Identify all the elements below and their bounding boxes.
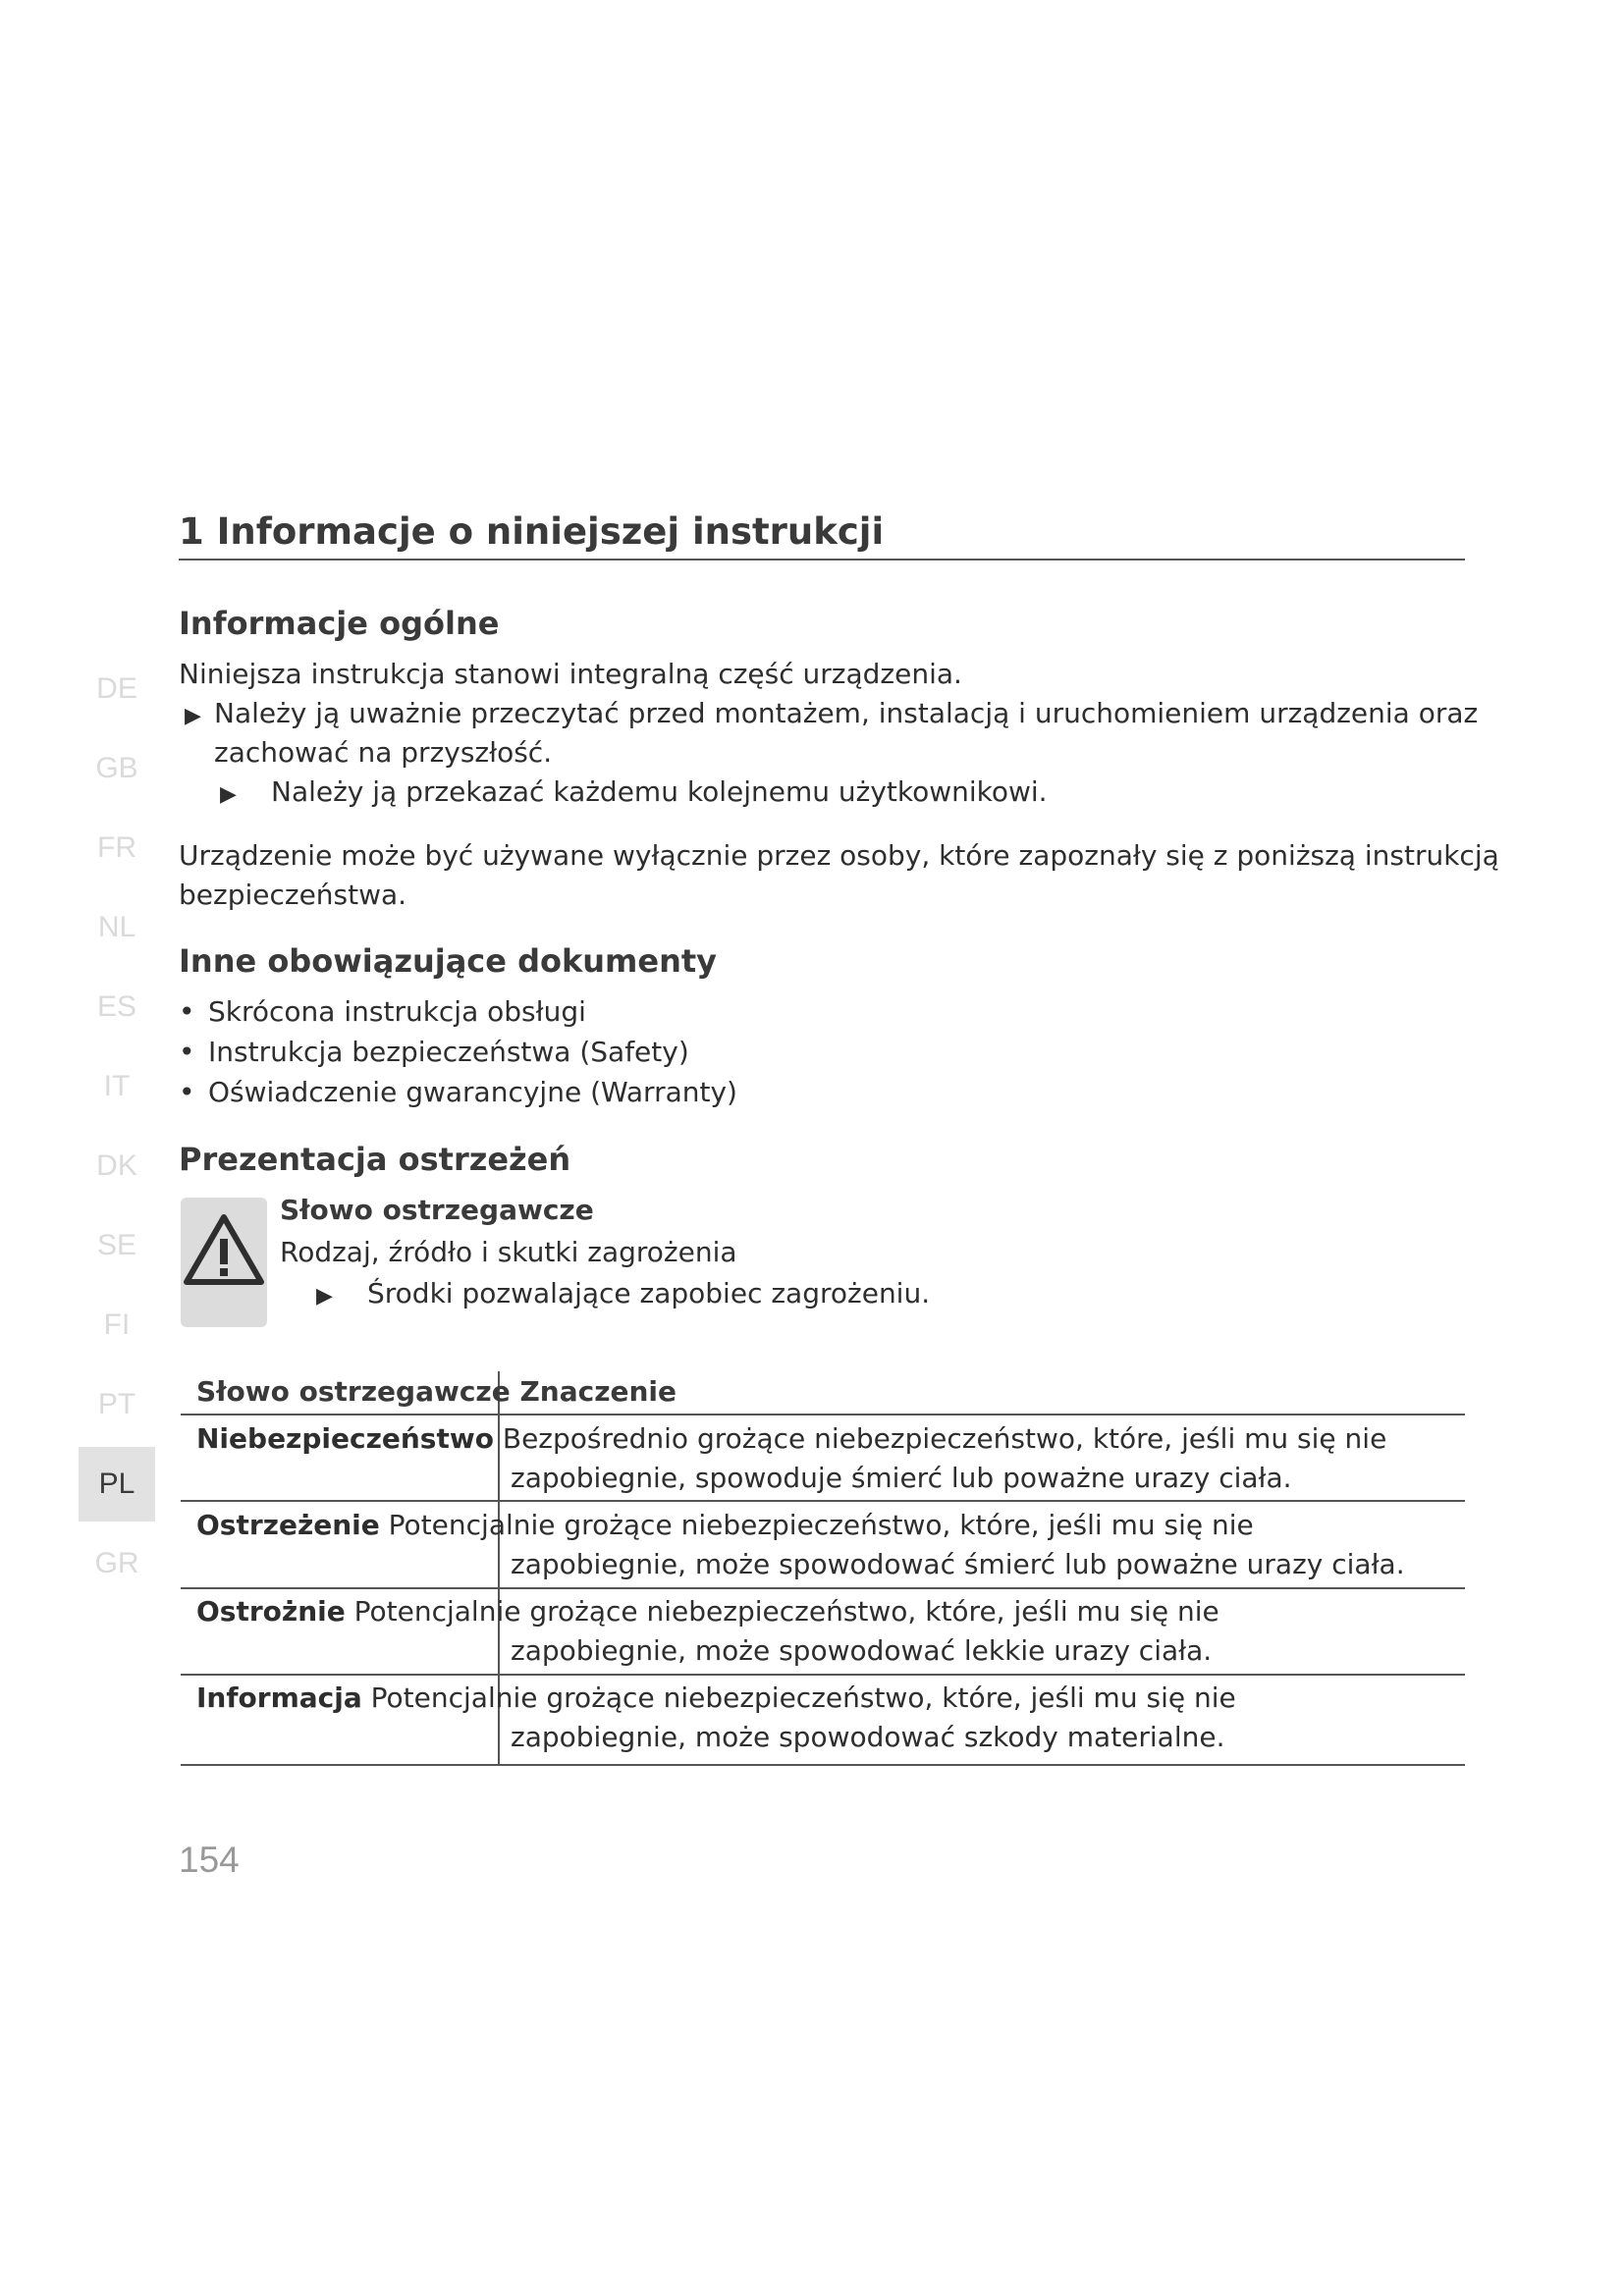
general-bullet-1-line1: Należy ją uważnie przeczytać przed montażem, instalacją i uruchomieniem urządzenia oraz (214, 697, 1479, 729)
table-header-col2: Znaczenie (519, 1375, 677, 1408)
table-text-line1: Bezpośrednio grożące niebezpieczeństwo, które, jeśli mu się nie (502, 1422, 1387, 1455)
bullet-icon: • (179, 995, 195, 1028)
table-header (196, 1372, 677, 1412)
general-bullet-2-text: Należy ją przekazać każdemu kolejnemu użytkownikowi. (271, 775, 1048, 808)
table-header-col1: Słowo ostrzegawcze (196, 1375, 511, 1408)
general-bullet-1 (185, 694, 1478, 736)
bullet-icon: • (179, 1076, 195, 1108)
table-term: Informacja (196, 1682, 362, 1714)
chapter-divider (179, 559, 1465, 561)
table-row-rule (181, 1674, 1465, 1676)
other-docs-item-text: Oświadczenie gwarancyjne (Warranty) (208, 1076, 737, 1108)
language-tab-nl[interactable]: NL (97, 911, 136, 943)
table-term: Ostrzeżenie (196, 1509, 380, 1541)
language-tab-gr[interactable]: GR (94, 1547, 139, 1579)
table-term: Niebezpieczeństwo (196, 1422, 494, 1455)
table-text-line1: Potencjalnie grożące niebezpieczeństwo, które, jeśli mu się nie (388, 1509, 1254, 1541)
table-row (196, 1419, 1386, 1459)
general-bullet-2 (220, 773, 1048, 815)
other-docs-item (179, 1033, 689, 1072)
language-tab-dk[interactable]: DK (96, 1149, 137, 1182)
other-docs-item-text: Instrukcja bezpieczeństwa (Safety) (208, 1036, 689, 1068)
bullet-icon: • (179, 1036, 195, 1068)
warning-icon-box (181, 1198, 267, 1327)
table-bottom-rule (181, 1764, 1465, 1766)
language-tab-es[interactable]: ES (96, 990, 137, 1023)
warnings-heading: Prezentacja ostrzeżeń (179, 1141, 571, 1178)
table-text-line2: zapobiegnie, spowoduje śmierć lub poważne urazy ciała. (511, 1462, 1292, 1494)
language-tab-se[interactable]: SE (96, 1229, 137, 1261)
general-bullet-1-line2: zachować na przyszłość. (214, 736, 553, 769)
table-text-line2: zapobiegnie, może spowodować lekkie urazy ciała. (511, 1634, 1213, 1667)
other-docs-item (179, 992, 586, 1032)
arrow-right-icon: ▶ (185, 704, 201, 728)
other-docs-item (179, 1073, 737, 1112)
language-tab-it[interactable]: IT (103, 1070, 131, 1102)
arrow-right-icon: ▶ (220, 782, 237, 807)
table-text-line1: Potencjalnie grożące niebezpieczeństwo, które, jeśli mu się nie (353, 1595, 1219, 1628)
language-tab-de[interactable]: DE (96, 672, 137, 705)
usage-text-line1: Urządzenie może być używane wyłącznie przez osoby, które zapoznały się z poniższą instrukcją (179, 839, 1499, 872)
chapter-title: 1 Informacje o niniejszej instrukcji (179, 510, 885, 553)
hazard-measure (316, 1274, 930, 1316)
hazard-measure-text: Środki pozwalające zapobiec zagrożeniu. (367, 1277, 931, 1309)
table-text-line2: zapobiegnie, może spowodować szkody materialne. (511, 1721, 1225, 1753)
table-text-line2: zapobiegnie, może spowodować śmierć lub poważne urazy ciała. (511, 1548, 1405, 1580)
general-info-heading: Informacje ogólne (179, 605, 500, 642)
hazard-description: Rodzaj, źródło i skutki zagrożenia (280, 1236, 737, 1268)
table-header-rule (181, 1414, 1465, 1415)
language-tab-pt[interactable]: PT (97, 1388, 136, 1420)
table-row (196, 1506, 1254, 1545)
table-row-rule (181, 1500, 1465, 1502)
table-row (196, 1679, 1236, 1718)
table-term: Ostrożnie (196, 1595, 346, 1628)
language-tab-fi[interactable]: FI (103, 1308, 131, 1341)
arrow-right-icon: ▶ (316, 1284, 333, 1308)
table-row-rule (181, 1587, 1465, 1589)
general-intro-text: Niniejsza instrukcja stanowi integralną część urządzenia. (179, 658, 962, 690)
page-number: 154 (179, 1840, 240, 1880)
usage-text-line2: bezpieczeństwa. (179, 879, 407, 911)
other-docs-item-text: Skrócona instrukcja obsługi (208, 995, 586, 1028)
language-tab-fr[interactable]: FR (97, 831, 136, 864)
language-tab-gb[interactable]: GB (95, 752, 138, 784)
warning-triangle-icon (181, 1211, 267, 1290)
table-text-line1: Potencjalnie grożące niebezpieczeństwo, które, jeśli mu się nie (370, 1682, 1236, 1714)
language-tab-pl[interactable]: PL (79, 1447, 155, 1522)
signal-word-label: Słowo ostrzegawcze (280, 1194, 594, 1226)
table-row (196, 1592, 1219, 1631)
other-docs-heading: Inne obowiązujące dokumenty (179, 942, 718, 980)
